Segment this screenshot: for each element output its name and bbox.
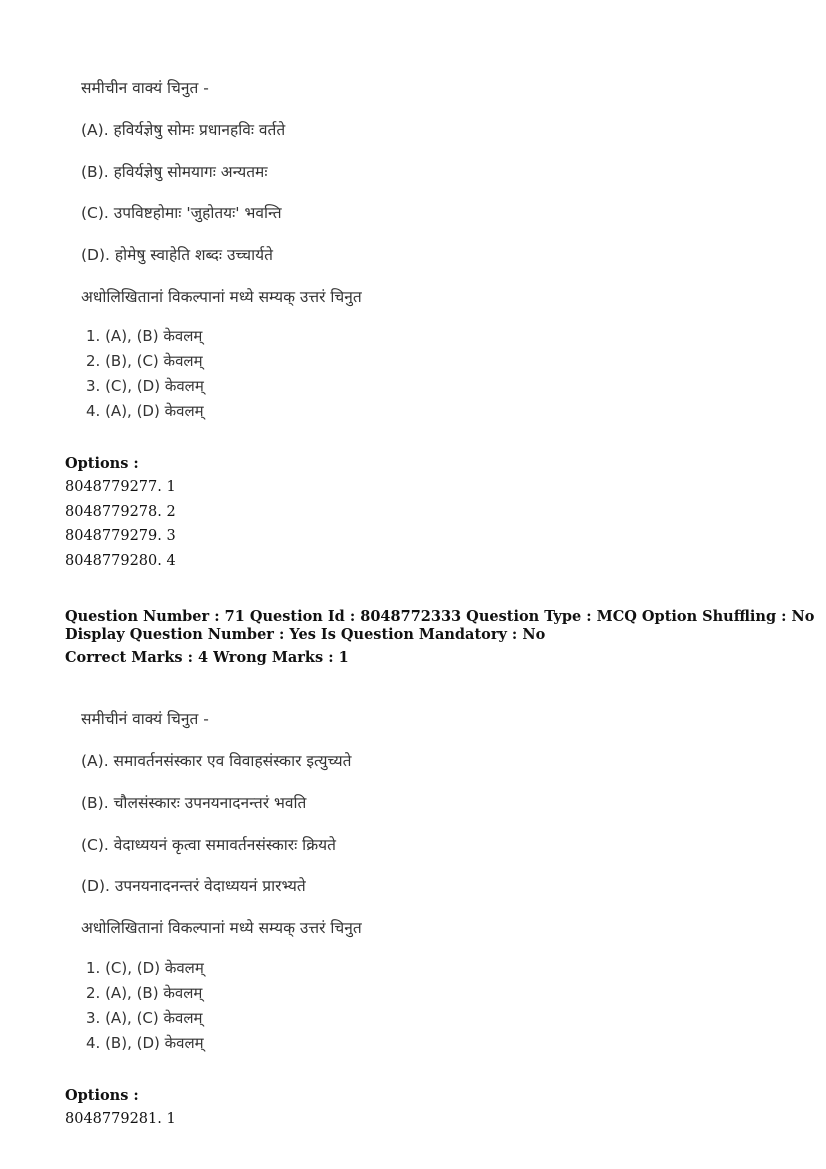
statement-c: (C). वेदाध्ययनं कृत्वा समावर्तनसंस्कारः क्रियते	[81, 836, 336, 854]
instruction: अधोलिखितानां विकल्पानां मध्ये सम्यक् उत्तरं चिनुत	[81, 288, 362, 306]
option-id: 8048779280. 4	[65, 553, 176, 569]
option-id: 8048779279. 3	[65, 528, 176, 544]
choice-4: 4. (B), (D) केवलम्	[86, 1034, 204, 1052]
choice-2: 2. (A), (B) केवलम्	[86, 984, 203, 1002]
question-prompt: समीचीनं वाक्यं चिनुत -	[81, 710, 209, 728]
option-id: 8048779281. 1	[65, 1111, 176, 1127]
choice-4: 4. (A), (D) केवलम्	[86, 402, 204, 420]
choice-3: 3. (A), (C) केवलम्	[86, 1009, 203, 1027]
instruction: अधोलिखितानां विकल्पानां मध्ये सम्यक् उत्तरं चिनुत	[81, 919, 362, 937]
statement-d: (D). उपनयनादनन्तरं वेदाध्ययनं प्रारभ्यते	[81, 877, 306, 895]
options-label: Options :	[65, 1087, 139, 1104]
question-meta-line1: Question Number : 71 Question Id : 8048772333 Question Type : MCQ Option Shuffling : No	[65, 608, 815, 625]
statement-a: (A). समावर्तनसंस्कार एव विवाहसंस्कार इत्युच्यते	[81, 752, 352, 770]
statement-b: (B). हविर्यज्ञेषु सोमयागः अन्यतमः	[81, 163, 268, 181]
statement-c: (C). उपविष्टहोमाः 'जुहोतयः' भवन्ति	[81, 204, 282, 222]
option-id: 8048779278. 2	[65, 504, 176, 520]
choice-1: 1. (A), (B) केवलम्	[86, 327, 203, 345]
option-id: 8048779277. 1	[65, 479, 176, 495]
choice-3: 3. (C), (D) केवलम्	[86, 377, 204, 395]
statement-d: (D). होमेषु स्वाहेति शब्दः उच्चार्यते	[81, 246, 273, 264]
statement-b: (B). चौलसंस्कारः उपनयनादनन्तरं भवति	[81, 794, 307, 812]
options-label: Options :	[65, 455, 139, 472]
choice-1: 1. (C), (D) केवलम्	[86, 959, 204, 977]
statement-a: (A). हविर्यज्ञेषु सोमः प्रधानहविः वर्तते	[81, 121, 286, 139]
choice-2: 2. (B), (C) केवलम्	[86, 352, 203, 370]
question-prompt: समीचीन वाक्यं चिनुत -	[81, 79, 209, 97]
question-meta-line2: Display Question Number : Yes Is Question Mandatory : No	[65, 626, 546, 643]
question-meta-line3: Correct Marks : 4 Wrong Marks : 1	[65, 649, 349, 666]
